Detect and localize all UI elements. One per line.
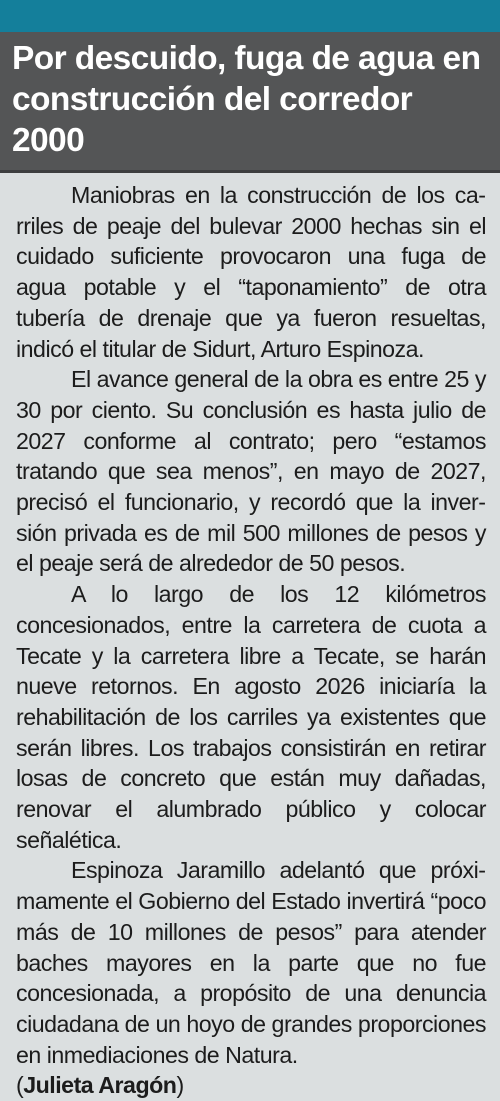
article-paragraph-4: Espinoza Jaramillo adelantó que próximamente el Gobierno del Estado invertirá “poco más de 10 millones de pesos” para atender baches mayores en la parte que no fue concesionada, a propósito de una denuncia ciudadana de un hoyo de grandes proporciones en inmediaciones de Natura. <box>16 857 486 1068</box>
article-body <box>0 173 500 1101</box>
byline-close-paren: ) <box>176 1072 184 1099</box>
article-paragraph-2: El avance general de la obra es entre 25 y 30 por ciento. Su conclusión es hasta julio de 2027 conforme al contrato; pero “estamos tratando que sea menos”, en mayo de 2027, precisó el funcionario, y recordó que la inversión privada es de mil 500 millones de pesos y el peaje será de alrededor de 50 pesos. <box>16 366 486 577</box>
top-color-bar <box>0 0 500 32</box>
article-paragraph-1: Maniobras en la construcción de los carriles de peaje del bulevar 2000 hechas sin el cuidado suficiente provocaron una fuga de agua potable y el “taponamiento” de otra tubería de drenaje que ya fueron resueltas, indicó el titular de Sidurt, Arturo Espinoza. <box>16 182 486 362</box>
byline <box>16 1070 486 1101</box>
article-paragraph-3: A lo largo de los 12 kilómetros concesionados, entre la carretera de cuota a Tecate y la carretera libre a Tecate, se harán nueve retornos. En agosto 2026 iniciaría la rehabilitación de los carriles ya existentes que serán libres. Los trabajos consistirán en retirar losas de concreto que están muy dañadas, renovar el alumbrado público y colocar señalética. <box>16 581 486 853</box>
headline-box <box>0 32 500 173</box>
byline-open-paren: ( <box>16 1072 24 1099</box>
byline-author: Julieta Aragón <box>23 1072 177 1099</box>
headline: Por descuido, fuga de agua en construcción del corredor 2000 <box>12 40 481 159</box>
